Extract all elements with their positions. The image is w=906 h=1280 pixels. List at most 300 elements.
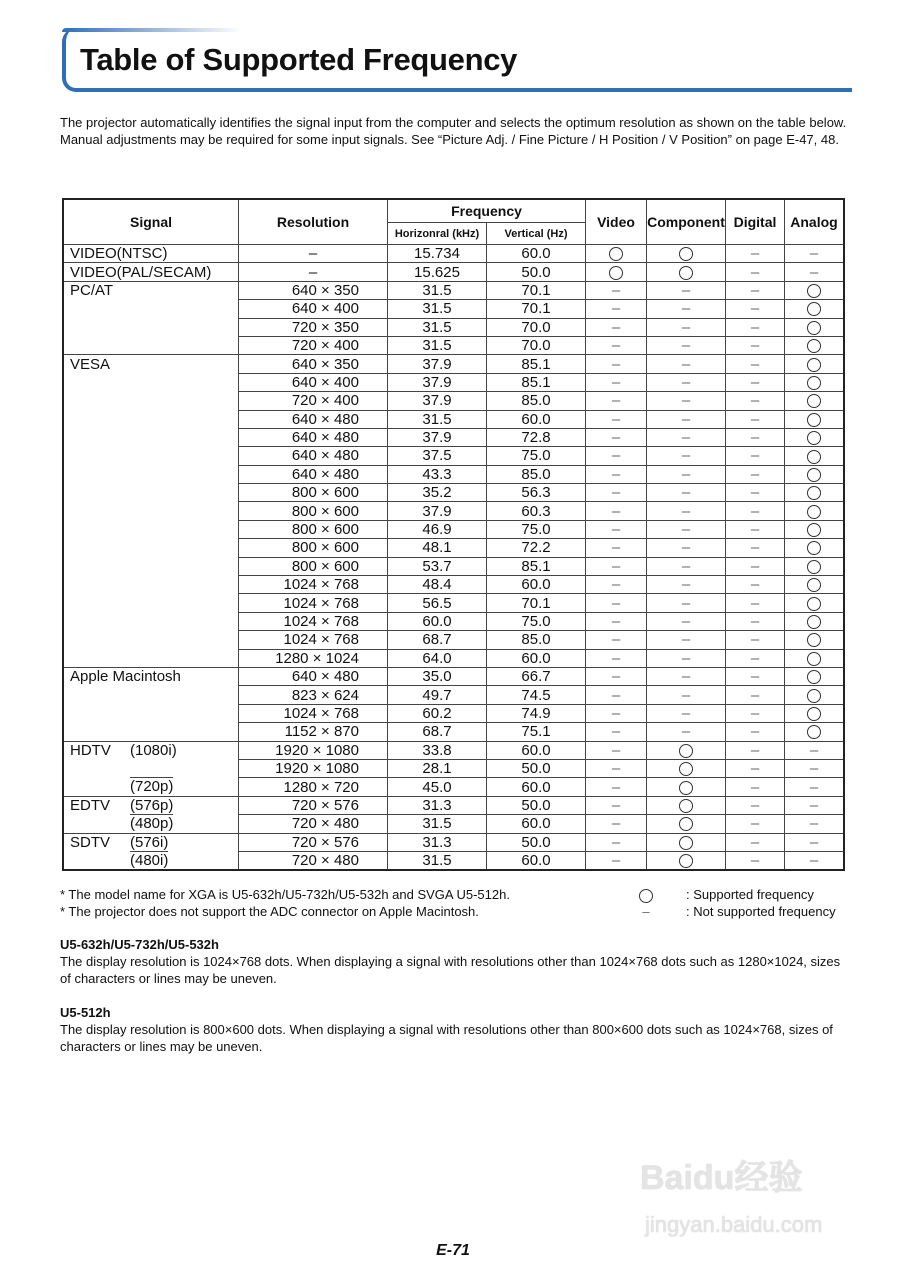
supported-circle-icon bbox=[807, 505, 821, 519]
cell-analog bbox=[785, 759, 845, 777]
section-heading: U5-632h/U5-732h/U5-532h bbox=[60, 937, 219, 952]
cell-digital bbox=[726, 815, 785, 833]
page-number: E-71 bbox=[436, 1242, 470, 1259]
not-supported-dash-icon: – bbox=[681, 576, 691, 594]
cell-video bbox=[586, 484, 647, 502]
cell-digital bbox=[726, 520, 785, 538]
cell-horizontal-khz: 15.734 bbox=[388, 245, 487, 263]
cell-vertical-hz: 75.0 bbox=[487, 520, 586, 538]
cell-signal bbox=[63, 649, 239, 667]
cell-video bbox=[586, 612, 647, 630]
cell-vertical-hz: 50.0 bbox=[487, 759, 586, 777]
not-supported-dash-icon: – bbox=[750, 686, 760, 704]
cell-video bbox=[586, 355, 647, 373]
table-row bbox=[63, 741, 844, 759]
table-row bbox=[63, 759, 844, 777]
cell-vertical-hz: 70.1 bbox=[487, 300, 586, 318]
cell-resolution: 720 × 480 bbox=[239, 815, 388, 833]
cell-resolution: 1024 × 768 bbox=[239, 704, 388, 722]
cell-analog bbox=[785, 465, 845, 483]
page-title: Table of Supported Frequency bbox=[80, 42, 518, 77]
cell-horizontal-khz: 37.9 bbox=[388, 502, 487, 520]
cell-horizontal-khz: 15.625 bbox=[388, 263, 487, 281]
not-supported-dash-icon: – bbox=[750, 521, 760, 539]
cell-signal bbox=[63, 576, 239, 594]
not-supported-dash-icon: – bbox=[681, 631, 691, 649]
cell-digital bbox=[726, 723, 785, 741]
cell-component bbox=[647, 741, 726, 759]
table-row bbox=[63, 300, 844, 318]
not-supported-dash-icon: – bbox=[750, 502, 760, 520]
cell-signal bbox=[63, 410, 239, 428]
supported-circle-icon bbox=[807, 707, 821, 721]
table-row bbox=[63, 520, 844, 538]
signal-name: VIDEO(NTSC) bbox=[70, 245, 168, 263]
cell-vertical-hz: 60.0 bbox=[487, 741, 586, 759]
cell-digital bbox=[726, 704, 785, 722]
cell-vertical-hz: 85.0 bbox=[487, 631, 586, 649]
not-supported-dash-icon: – bbox=[681, 686, 691, 704]
cell-analog bbox=[785, 631, 845, 649]
cell-horizontal-khz: 33.8 bbox=[388, 741, 487, 759]
cell-resolution: – bbox=[239, 245, 388, 263]
not-supported-dash-icon: – bbox=[681, 318, 691, 336]
signal-name: HDTV bbox=[70, 741, 111, 759]
not-supported-dash-icon: – bbox=[611, 833, 621, 851]
cell-component bbox=[647, 300, 726, 318]
supported-circle-icon bbox=[807, 597, 821, 611]
not-supported-dash-icon: – bbox=[750, 300, 760, 318]
cell-signal bbox=[63, 833, 239, 851]
cell-video bbox=[586, 410, 647, 428]
cell-signal bbox=[63, 484, 239, 502]
cell-component bbox=[647, 833, 726, 851]
supported-circle-icon bbox=[807, 486, 821, 500]
cell-digital bbox=[726, 300, 785, 318]
cell-component bbox=[647, 704, 726, 722]
cell-signal bbox=[63, 557, 239, 575]
cell-digital bbox=[726, 778, 785, 796]
table-row bbox=[63, 447, 844, 465]
not-supported-dash-icon: – bbox=[750, 760, 760, 778]
not-supported-dash-icon: – bbox=[611, 355, 621, 373]
cell-signal bbox=[63, 465, 239, 483]
cell-video bbox=[586, 667, 647, 685]
cell-horizontal-khz: 35.0 bbox=[388, 667, 487, 685]
supported-circle-icon bbox=[679, 247, 693, 261]
cell-component bbox=[647, 428, 726, 446]
cell-signal bbox=[63, 759, 239, 777]
cell-signal bbox=[63, 520, 239, 538]
section-body: The display resolution is 800×600 dots. When displaying a signal with resolutions other than 800×600 dots such as 1024×768, sizes of characters or lines may be uneven. bbox=[60, 1022, 833, 1054]
cell-analog bbox=[785, 704, 845, 722]
table-row bbox=[63, 373, 844, 391]
cell-resolution: 1024 × 768 bbox=[239, 594, 388, 612]
cell-signal bbox=[63, 447, 239, 465]
table-row bbox=[63, 631, 844, 649]
cell-resolution: 800 × 600 bbox=[239, 520, 388, 538]
not-supported-dash-icon: – bbox=[681, 465, 691, 483]
cell-horizontal-khz: 31.5 bbox=[388, 851, 487, 870]
cell-signal bbox=[63, 686, 239, 704]
supported-circle-icon bbox=[807, 468, 821, 482]
intro-paragraph: The projector automatically identifies the signal input from the computer and selects the optimum resolution as shown on the table below. bbox=[60, 115, 847, 130]
cell-horizontal-khz: 64.0 bbox=[388, 649, 487, 667]
supported-circle-icon bbox=[609, 266, 623, 280]
supported-circle-icon bbox=[807, 670, 821, 684]
not-supported-dash-icon: – bbox=[750, 484, 760, 502]
cell-digital bbox=[726, 649, 785, 667]
cell-resolution: 720 × 576 bbox=[239, 833, 388, 851]
cell-resolution: 720 × 400 bbox=[239, 392, 388, 410]
cell-resolution: 1024 × 768 bbox=[239, 576, 388, 594]
cell-video bbox=[586, 392, 647, 410]
not-supported-dash-icon: – bbox=[681, 281, 691, 299]
not-supported-dash-icon: – bbox=[809, 760, 819, 778]
supported-circle-icon bbox=[807, 284, 821, 298]
cell-horizontal-khz: 31.5 bbox=[388, 815, 487, 833]
legend-supported: : Supported frequency bbox=[686, 887, 814, 902]
cell-resolution: 640 × 400 bbox=[239, 373, 388, 391]
not-supported-dash-icon: – bbox=[750, 576, 760, 594]
not-supported-dash-icon: – bbox=[809, 796, 819, 814]
not-supported-dash-icon: – bbox=[750, 613, 760, 630]
cell-digital bbox=[726, 318, 785, 336]
cell-component bbox=[647, 796, 726, 814]
not-supported-dash-icon: – bbox=[809, 263, 819, 281]
table-row bbox=[63, 576, 844, 594]
not-supported-dash-icon: – bbox=[809, 815, 819, 833]
cell-horizontal-khz: 37.5 bbox=[388, 447, 487, 465]
not-supported-dash-icon: – bbox=[681, 355, 691, 373]
cell-component bbox=[647, 649, 726, 667]
cell-resolution: 640 × 480 bbox=[239, 447, 388, 465]
cell-signal bbox=[63, 336, 239, 354]
cell-horizontal-khz: 37.9 bbox=[388, 428, 487, 446]
not-supported-dash-icon: – bbox=[750, 281, 760, 299]
cell-analog bbox=[785, 392, 845, 410]
cell-component bbox=[647, 594, 726, 612]
table-row bbox=[63, 484, 844, 502]
cell-video bbox=[586, 833, 647, 851]
cell-analog bbox=[785, 245, 845, 263]
cell-resolution: 640 × 400 bbox=[239, 300, 388, 318]
cell-signal bbox=[63, 631, 239, 649]
cell-horizontal-khz: 31.5 bbox=[388, 281, 487, 299]
footnote: * The model name for XGA is U5-632h/U5-732h/U5-532h and SVGA U5-512h. bbox=[60, 887, 510, 902]
cell-digital bbox=[726, 631, 785, 649]
cell-signal bbox=[63, 245, 239, 263]
cell-digital bbox=[726, 263, 785, 281]
supported-circle-icon bbox=[679, 781, 693, 795]
cell-vertical-hz: 72.8 bbox=[487, 428, 586, 446]
table-row bbox=[63, 667, 844, 685]
supported-circle-icon bbox=[807, 302, 821, 316]
signal-mode: (480p) bbox=[130, 815, 174, 833]
legend-not-supported: : Not supported frequency bbox=[686, 904, 836, 919]
cell-vertical-hz: 60.0 bbox=[487, 576, 586, 594]
cell-component bbox=[647, 465, 726, 483]
supported-circle-icon bbox=[807, 413, 821, 427]
cell-vertical-hz: 56.3 bbox=[487, 484, 586, 502]
section-heading: U5-512h bbox=[60, 1005, 111, 1020]
table-row bbox=[63, 704, 844, 722]
signal-name: SDTV bbox=[70, 833, 111, 851]
table-row bbox=[63, 778, 844, 796]
not-supported-dash-icon: – bbox=[750, 557, 760, 575]
not-supported-dash-icon: – bbox=[750, 447, 760, 465]
cell-horizontal-khz: 60.0 bbox=[388, 612, 487, 630]
cell-signal bbox=[63, 667, 239, 685]
supported-circle-icon bbox=[639, 889, 653, 903]
not-supported-dash-icon: – bbox=[750, 337, 760, 355]
header-resolution: Resolution bbox=[239, 199, 388, 245]
cell-video bbox=[586, 300, 647, 318]
cell-resolution: 800 × 600 bbox=[239, 557, 388, 575]
not-supported-dash-icon: – bbox=[611, 465, 621, 483]
cell-digital bbox=[726, 851, 785, 870]
cell-signal bbox=[63, 318, 239, 336]
cell-analog bbox=[785, 686, 845, 704]
not-supported-dash-icon: – bbox=[611, 447, 621, 465]
not-supported-dash-icon: – bbox=[750, 704, 760, 722]
cell-video bbox=[586, 686, 647, 704]
cell-horizontal-khz: 31.3 bbox=[388, 833, 487, 851]
table-row bbox=[63, 410, 844, 428]
cell-analog bbox=[785, 484, 845, 502]
cell-digital bbox=[726, 667, 785, 685]
cell-digital bbox=[726, 502, 785, 520]
section-xga bbox=[60, 936, 848, 987]
cell-resolution: 1152 × 870 bbox=[239, 723, 388, 741]
not-supported-dash-icon: – bbox=[809, 741, 819, 759]
intro-paragraph: Manual adjustments may be required for some input signals. See “Picture Adj. / Fine Picture / H Position / V Position” on page E-47, 48. bbox=[60, 132, 839, 147]
not-supported-dash-icon: – bbox=[611, 576, 621, 594]
cell-digital bbox=[726, 594, 785, 612]
cell-video bbox=[586, 428, 647, 446]
cell-analog bbox=[785, 851, 845, 870]
cell-analog bbox=[785, 410, 845, 428]
cell-horizontal-khz: 45.0 bbox=[388, 778, 487, 796]
cell-horizontal-khz: 48.1 bbox=[388, 539, 487, 557]
header-signal: Signal bbox=[63, 199, 239, 245]
not-supported-dash-icon: – bbox=[750, 833, 760, 851]
cell-analog bbox=[785, 649, 845, 667]
cell-analog bbox=[785, 723, 845, 741]
not-supported-dash-icon: – bbox=[750, 465, 760, 483]
cell-resolution: – bbox=[239, 263, 388, 281]
cell-horizontal-khz: 31.5 bbox=[388, 336, 487, 354]
cell-vertical-hz: 75.0 bbox=[487, 447, 586, 465]
not-supported-dash-icon: – bbox=[750, 429, 760, 447]
not-supported-dash-icon: – bbox=[681, 557, 691, 575]
cell-vertical-hz: 70.1 bbox=[487, 594, 586, 612]
cell-resolution: 823 × 624 bbox=[239, 686, 388, 704]
cell-analog bbox=[785, 336, 845, 354]
supported-circle-icon bbox=[679, 817, 693, 831]
supported-circle-icon bbox=[807, 376, 821, 390]
not-supported-dash-icon: – bbox=[611, 704, 621, 722]
signal-mode: (720p) bbox=[130, 778, 174, 796]
cell-digital bbox=[726, 245, 785, 263]
cell-signal bbox=[63, 355, 239, 373]
not-supported-dash-icon: – bbox=[611, 300, 621, 318]
supported-circle-icon bbox=[679, 799, 693, 813]
cell-vertical-hz: 50.0 bbox=[487, 796, 586, 814]
cell-digital bbox=[726, 833, 785, 851]
not-supported-dash-icon: – bbox=[681, 521, 691, 539]
watermark-url: jingyan.baidu.com bbox=[645, 1212, 823, 1237]
cell-vertical-hz: 85.1 bbox=[487, 355, 586, 373]
cell-digital bbox=[726, 484, 785, 502]
cell-resolution: 1920 × 1080 bbox=[239, 741, 388, 759]
not-supported-dash-icon: – bbox=[750, 318, 760, 336]
cell-video bbox=[586, 576, 647, 594]
cell-analog bbox=[785, 557, 845, 575]
cell-vertical-hz: 50.0 bbox=[487, 263, 586, 281]
header-horizontal: Horizonral (kHz) bbox=[388, 223, 487, 245]
cell-vertical-hz: 74.9 bbox=[487, 704, 586, 722]
table-row bbox=[63, 649, 844, 667]
cell-horizontal-khz: 53.7 bbox=[388, 557, 487, 575]
cell-signal bbox=[63, 300, 239, 318]
supported-circle-icon bbox=[679, 836, 693, 850]
cell-vertical-hz: 60.0 bbox=[487, 851, 586, 870]
supported-circle-icon bbox=[807, 633, 821, 647]
not-supported-dash-icon: – bbox=[611, 686, 621, 704]
table-row bbox=[63, 392, 844, 410]
cell-video bbox=[586, 336, 647, 354]
supported-circle-icon bbox=[807, 431, 821, 445]
not-supported-dash-icon: – bbox=[611, 741, 621, 759]
cell-component bbox=[647, 539, 726, 557]
signal-mode: (576p) bbox=[130, 797, 174, 815]
cell-component bbox=[647, 502, 726, 520]
footnotes bbox=[60, 886, 848, 920]
cell-component bbox=[647, 263, 726, 281]
cell-video bbox=[586, 502, 647, 520]
supported-circle-icon bbox=[807, 578, 821, 592]
cell-component bbox=[647, 631, 726, 649]
table-body bbox=[63, 245, 844, 871]
cell-vertical-hz: 75.0 bbox=[487, 612, 586, 630]
not-supported-dash-icon: – bbox=[681, 502, 691, 520]
supported-circle-icon bbox=[679, 744, 693, 758]
cell-signal bbox=[63, 594, 239, 612]
cell-video bbox=[586, 631, 647, 649]
cell-analog bbox=[785, 815, 845, 833]
supported-circle-icon bbox=[807, 560, 821, 574]
supported-circle-icon bbox=[679, 854, 693, 868]
cell-signal bbox=[63, 502, 239, 520]
not-supported-dash-icon: – bbox=[750, 355, 760, 373]
cell-digital bbox=[726, 465, 785, 483]
cell-signal bbox=[63, 263, 239, 281]
table-row bbox=[63, 796, 844, 814]
cell-horizontal-khz: 46.9 bbox=[388, 520, 487, 538]
footnote: * The projector does not support the ADC connector on Apple Macintosh. bbox=[60, 904, 479, 919]
cell-signal bbox=[63, 612, 239, 630]
cell-component bbox=[647, 355, 726, 373]
not-supported-dash-icon: – bbox=[611, 613, 621, 630]
not-supported-dash-icon: – bbox=[750, 631, 760, 649]
cell-vertical-hz: 60.0 bbox=[487, 649, 586, 667]
cell-vertical-hz: 70.1 bbox=[487, 281, 586, 299]
cell-component bbox=[647, 336, 726, 354]
cell-component bbox=[647, 667, 726, 685]
table-row bbox=[63, 263, 844, 281]
supported-circle-icon bbox=[807, 689, 821, 703]
not-supported-dash-icon: – bbox=[611, 318, 621, 336]
cell-resolution: 1920 × 1080 bbox=[239, 759, 388, 777]
not-supported-dash-icon: – bbox=[681, 410, 691, 428]
not-supported-dash-icon: – bbox=[750, 852, 760, 870]
cell-resolution: 720 × 576 bbox=[239, 796, 388, 814]
cell-vertical-hz: 75.1 bbox=[487, 723, 586, 741]
cell-component bbox=[647, 778, 726, 796]
supported-circle-icon bbox=[807, 358, 821, 372]
not-supported-dash-icon: – bbox=[611, 539, 621, 557]
cell-component bbox=[647, 447, 726, 465]
not-supported-dash-icon: – bbox=[681, 300, 691, 318]
not-supported-dash-icon: – bbox=[681, 723, 691, 741]
cell-video bbox=[586, 263, 647, 281]
not-supported-dash-icon: – bbox=[611, 410, 621, 428]
supported-circle-icon bbox=[807, 339, 821, 353]
cell-signal bbox=[63, 539, 239, 557]
cell-vertical-hz: 60.0 bbox=[487, 778, 586, 796]
not-supported-dash-icon: – bbox=[611, 281, 621, 299]
cell-analog bbox=[785, 576, 845, 594]
not-supported-dash-icon: – bbox=[681, 613, 691, 630]
not-supported-dash-icon: – bbox=[611, 796, 621, 814]
section-svga bbox=[60, 1004, 848, 1055]
supported-circle-icon bbox=[807, 615, 821, 629]
cell-signal bbox=[63, 815, 239, 833]
cell-video bbox=[586, 465, 647, 483]
table-row bbox=[63, 851, 844, 870]
cell-component bbox=[647, 851, 726, 870]
signal-name: VIDEO(PAL/SECAM) bbox=[70, 263, 212, 281]
cell-analog bbox=[785, 502, 845, 520]
not-supported-dash-icon: – bbox=[642, 904, 650, 919]
header-video: Video bbox=[586, 199, 647, 245]
cell-analog bbox=[785, 355, 845, 373]
not-supported-dash-icon: – bbox=[750, 815, 760, 833]
cell-video bbox=[586, 851, 647, 870]
cell-analog bbox=[785, 520, 845, 538]
not-supported-dash-icon: – bbox=[611, 429, 621, 447]
table-row bbox=[63, 336, 844, 354]
table-row bbox=[63, 686, 844, 704]
supported-circle-icon bbox=[807, 541, 821, 555]
cell-signal bbox=[63, 392, 239, 410]
cell-vertical-hz: 85.1 bbox=[487, 557, 586, 575]
supported-circle-icon bbox=[679, 762, 693, 776]
cell-horizontal-khz: 60.2 bbox=[388, 704, 487, 722]
not-supported-dash-icon: – bbox=[681, 539, 691, 557]
cell-digital bbox=[726, 612, 785, 630]
not-supported-dash-icon: – bbox=[681, 668, 691, 686]
not-supported-dash-icon: – bbox=[750, 539, 760, 557]
cell-resolution: 640 × 350 bbox=[239, 281, 388, 299]
not-supported-dash-icon: – bbox=[750, 649, 760, 667]
cell-resolution: 1024 × 768 bbox=[239, 631, 388, 649]
signal-mode: (576i) bbox=[130, 833, 169, 851]
cell-signal bbox=[63, 704, 239, 722]
not-supported-dash-icon: – bbox=[750, 263, 760, 281]
not-supported-dash-icon: – bbox=[681, 594, 691, 612]
